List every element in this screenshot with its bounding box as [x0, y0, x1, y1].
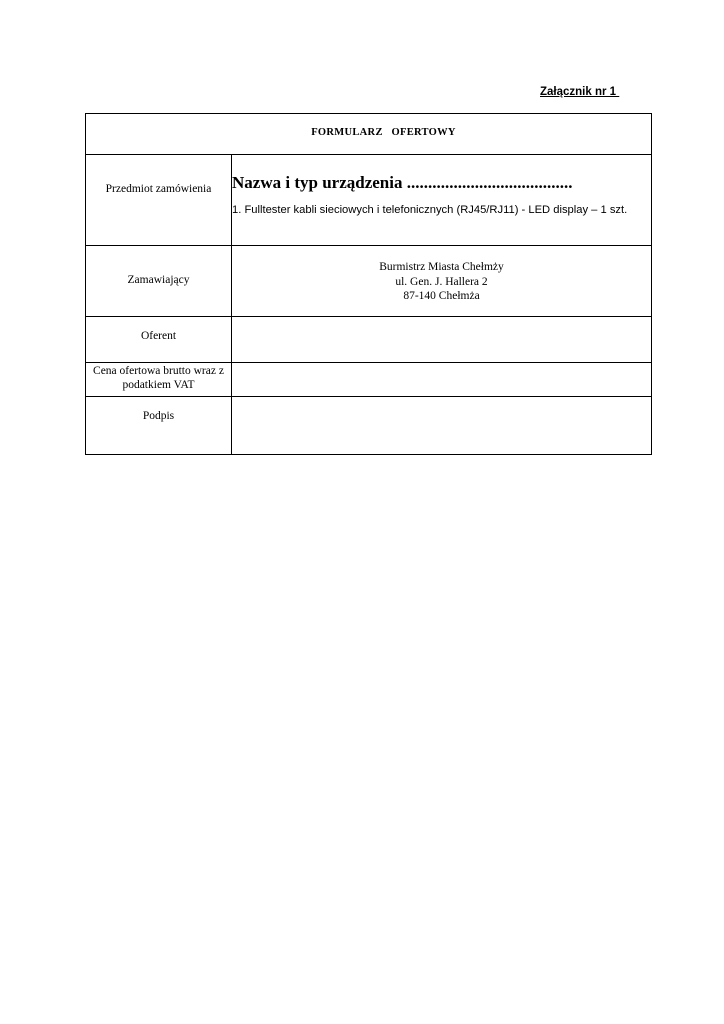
subject-heading: Nazwa i typ urządzenia ....................................... [232, 173, 573, 192]
attachment-label: Załącznik nr 1 [540, 86, 620, 98]
orderer-value-cell [232, 246, 652, 317]
form-title-cell [86, 114, 652, 155]
price-label: Cena ofertowa brutto wraz z podatkiem VAT [93, 365, 224, 391]
signature-value-cell[interactable] [232, 397, 652, 455]
orderer-street: ul. Gen. J. Hallera 2 [395, 275, 488, 288]
orderer-name: Burmistrz Miasta Chełmży [379, 261, 504, 273]
subject-item: 1. Fulltester kabli sieciowych i telefonicznych (RJ45/RJ11) - LED display – 1 szt. [232, 204, 628, 216]
bidder-row [86, 317, 652, 363]
orderer-address [232, 260, 651, 304]
signature-label-cell [86, 397, 232, 455]
orderer-label: Zamawiający [127, 274, 190, 286]
subject-row [86, 155, 652, 246]
bidder-label-cell [86, 317, 232, 363]
orderer-row [86, 246, 652, 317]
subject-value-cell [232, 155, 652, 246]
price-row [86, 363, 652, 397]
subject-label: Przedmiot zamówienia [105, 183, 212, 195]
title-row [86, 114, 652, 155]
bidder-label: Oferent [140, 330, 177, 342]
signature-row [86, 397, 652, 455]
subject-label-cell [86, 155, 232, 246]
signature-label: Podpis [142, 410, 175, 422]
price-label-cell [86, 363, 232, 397]
form-title: FORMULARZ OFERTOWY [311, 127, 456, 138]
offer-form-table [85, 113, 652, 455]
orderer-label-cell [86, 246, 232, 317]
bidder-value-cell[interactable] [232, 317, 652, 363]
orderer-city: 87-140 Chełmża [403, 290, 480, 302]
price-value-cell[interactable] [232, 363, 652, 397]
